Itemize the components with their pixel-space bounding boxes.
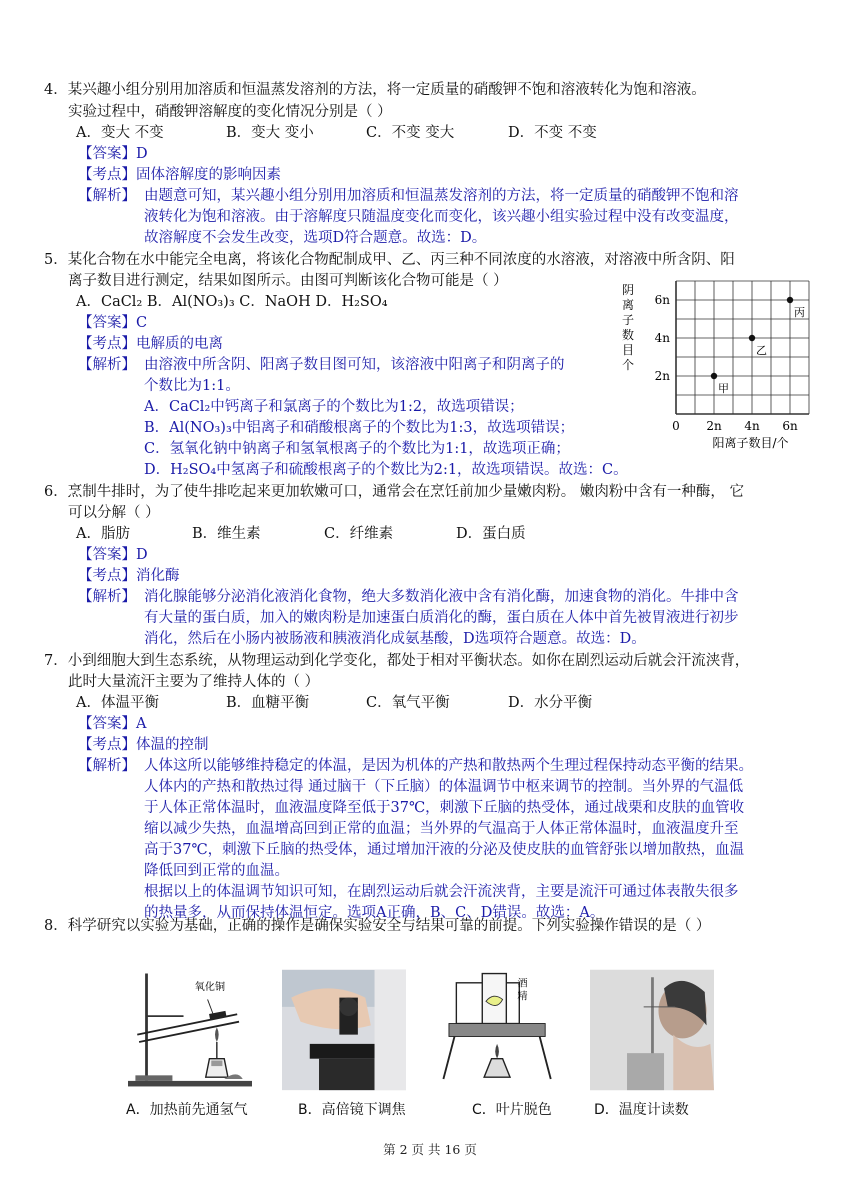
q4-answer	[78, 144, 148, 164]
y-axis-label-char: 目	[621, 343, 635, 357]
caption-c: C．叶片脱色	[472, 1102, 552, 1118]
q7-answer	[78, 714, 146, 734]
q6-stem-line2: 可以分解（ ）	[68, 505, 160, 521]
q4-option-a: A．变大 不变	[76, 125, 164, 141]
q5-analysis-line5: C．氢氧化钠中钠离子和氢氧根离子的个数比为1:1，故选项正确；	[144, 441, 570, 457]
q7-point-value: 体温的控制	[136, 737, 209, 753]
x-tick-label: 6n	[782, 419, 798, 433]
q5-answer-value: C	[136, 315, 148, 331]
q6-point-value: 消化酶	[136, 568, 180, 584]
q7-option-a: A．体温平衡	[76, 695, 159, 711]
q5-answer-tag: 【答案】	[78, 315, 136, 331]
q4-option-b: B．变大 变小	[226, 125, 314, 141]
label-alcohol-2: 精	[517, 991, 528, 1003]
q4-point-tag: 【考点】	[78, 167, 136, 183]
q7-analysis-line4: 缩以减少失热，血温增高回到正常的血温；当外界的气温高于人体正常体温时，血液温度升至	[144, 821, 739, 837]
q5-analysis-line6: D．H₂SO₄中氢离子和硫酸根离子的个数比为2:1，故选项错误。故选：C。	[144, 462, 628, 478]
x-tick-label: 2n	[706, 419, 722, 433]
q6-answer-tag: 【答案】	[78, 547, 136, 563]
q5-stem-line1: 5．某化合物在水中能完全电离，将该化合物配制成甲、乙、丙三种不同浓度的水溶液，对溶液中所含阴、阳	[44, 252, 735, 268]
figure-d-thermometer-photo	[590, 965, 714, 1095]
q4-stem-line1: 4．某兴趣小组分别用加溶质和恒温蒸发溶剂的方法，将一定质量的硝酸钾不饱和溶液转化为饱和溶液。	[44, 82, 706, 98]
q7-analysis-tag: 【解析】	[78, 758, 136, 774]
data-point-label: 乙	[756, 344, 767, 357]
q7-analysis-line8: 的热量多，从而保持体温恒定。选项A正确，B、C、D错误。故选：A。	[144, 905, 605, 921]
y-axis-label-char: 子	[621, 313, 635, 327]
q7-stem-line1: 7．小到细胞大到生态系统，从物理运动到化学变化，都处于相对平衡状态。如你在剧烈运动后就会汗流浃背，	[44, 653, 750, 669]
data-point-乙	[749, 335, 755, 341]
q6-option-a: A．脂肪	[76, 526, 130, 542]
y-tick-label: 4n	[654, 331, 670, 345]
q7-point	[78, 735, 209, 755]
x-tick-label: 0	[672, 419, 680, 433]
figure-a-apparatus	[128, 965, 252, 1095]
page-footer: 第 2 页 共 16 页	[383, 1142, 477, 1157]
y-axis-label-char: 阴	[621, 283, 635, 297]
q5-answer	[78, 313, 147, 333]
y-axis-label-char: 离	[621, 298, 635, 312]
q4-analysis-line2: 液转化为饱和溶液。由于溶解度只随温度变化而变化，该兴趣小组实验过程中没有改变温度，	[144, 209, 739, 225]
q7-analysis-line6: 降低回到正常的血温。	[144, 863, 289, 879]
q4-option-d: D．不变 不变	[508, 125, 597, 141]
q7-analysis-line2: 人体内的产热和散热过得 通过脑干（下丘脑）的体温调节中枢来调节的控制。当外界的气温低	[144, 779, 744, 795]
q6-point	[78, 566, 180, 586]
data-point-甲	[711, 373, 717, 379]
x-tick-label: 4n	[744, 419, 760, 433]
y-axis-label-char: 个	[621, 358, 635, 372]
caption-d: D．温度计读数	[594, 1102, 689, 1118]
q6-answer-value: D	[136, 547, 148, 563]
q6-option-b: B．维生素	[192, 526, 261, 542]
caption-b: B．高倍镜下调焦	[298, 1102, 406, 1118]
q4-analysis-line1: 由题意可知，某兴趣小组分别用加溶质和恒温蒸发溶剂的方法，将一定质量的硝酸钾不饱和溶	[144, 188, 739, 204]
q6-point-tag: 【考点】	[78, 568, 136, 584]
data-point-label: 甲	[718, 382, 729, 395]
y-tick-label: 2n	[654, 369, 670, 383]
q7-analysis-line3: 于人体正常体温时，血液温度降至低于37℃，刺激下丘脑的热受体，通过战栗和皮肤的血管收	[144, 800, 745, 816]
q5-analysis-line1: 由溶液中所含阴、阳离子数目图可知，该溶液中阳离子和阴离子的	[144, 357, 565, 373]
q8-figures	[128, 965, 728, 1125]
q5-analysis-line3: A．CaCl₂中钙离子和氯离子的个数比为1:2，故选项错误；	[144, 399, 524, 415]
q6-stem-line1: 6．烹制牛排时，为了使牛排吃起来更加软嫩可口，通常会在烹饪前加少量嫩肉粉。 嫩肉粉中含有一种酶， 它	[44, 484, 744, 500]
q7-point-tag: 【考点】	[78, 737, 136, 753]
q4-answer-value: D	[136, 146, 148, 162]
q6-option-d: D．蛋白质	[456, 526, 526, 542]
figure-c-leaf-apparatus	[436, 965, 560, 1095]
q5-stem-line2: 离子数目进行测定，结果如图所示。由图可判断该化合物可能是（ ）	[68, 273, 508, 289]
q7-option-b: B．血糖平衡	[226, 695, 310, 711]
q4-answer-tag: 【答案】	[78, 146, 136, 162]
q5-point-tag: 【考点】	[78, 336, 136, 352]
q7-analysis-line7: 根据以上的体温调节知识可知，在剧烈运动后就会汗流浃背，主要是流汗可通过体表散失很多	[144, 884, 739, 900]
caption-a: A．加热前先通氢气	[126, 1102, 248, 1118]
label-copper-oxide: 氧化铜	[194, 982, 226, 994]
x-axis-label: 阳离子数目/个	[712, 436, 789, 450]
q5-analysis-tag: 【解析】	[78, 357, 136, 373]
q4-analysis-line3: 故溶解度不会发生改变，选项D符合题意。故选：D。	[144, 230, 487, 246]
q5-options: A．CaCl₂ B．Al(NO₃)₃ C．NaOH D．H₂SO₄	[76, 294, 388, 310]
q7-analysis-line5: 高于37℃，刺激下丘脑的热受体，通过增加汗液的分泌及使皮肤的血管舒张以增加散热，血温	[144, 842, 745, 858]
q5-point	[78, 334, 223, 354]
q7-option-d: D．水分平衡	[508, 695, 593, 711]
q4-option-c: C．不变 变大	[366, 125, 455, 141]
q5-point-value: 电解质的电离	[136, 336, 223, 352]
y-tick-label: 6n	[654, 293, 670, 307]
y-axis-label-char: 数	[621, 328, 635, 342]
q6-analysis-line2: 有大量的蛋白质，加入的嫩肉粉是加速蛋白质消化的酶，蛋白质在人体中首先被胃液进行初步	[144, 610, 739, 626]
q6-analysis-tag: 【解析】	[78, 589, 136, 605]
q8-stem: 8．科学研究以实验为基础，正确的操作是确保实验安全与结果可靠的前提。下列实验操作错误的是（ ）	[44, 918, 711, 934]
q6-option-c: C．纤维素	[324, 526, 394, 542]
q7-option-c: C．氧气平衡	[366, 695, 450, 711]
label-alcohol: 酒	[517, 978, 528, 990]
data-point-丙	[787, 297, 793, 303]
ion-count-chart	[618, 280, 818, 450]
q6-analysis-line3: 消化，然后在小肠内被肠液和胰液消化成氨基酸，D选项符合题意。故选：D。	[144, 631, 646, 647]
q7-answer-value: A	[136, 716, 147, 732]
q4-stem-line2: 实验过程中，硝酸钾溶解度的变化情况分别是（ ）	[68, 104, 392, 120]
q5-analysis-line2: 个数比为1:1。	[144, 378, 240, 394]
q5-analysis-line4: B．Al(NO₃)₃中铝离子和硝酸根离子的个数比为1:3，故选项错误；	[144, 420, 575, 436]
data-point-label: 丙	[794, 306, 805, 319]
q7-answer-tag: 【答案】	[78, 716, 136, 732]
q7-stem-line2: 此时大量流汗主要为了维持人体的（ ）	[68, 674, 320, 690]
q7-analysis-line1: 人体这所以能够维持稳定的体温，是因为机体的产热和散热两个生理过程保持动态平衡的结果。	[144, 758, 753, 774]
q4-point	[78, 165, 281, 185]
q6-analysis-line1: 消化腺能够分泌消化液消化食物，绝大多数消化液中含有消化酶，加速食物的消化。牛排中含	[144, 589, 739, 605]
q4-point-value: 固体溶解度的影响因素	[136, 167, 281, 183]
q6-answer	[78, 545, 148, 565]
figure-b-microscope-photo	[282, 965, 406, 1095]
q4-analysis-tag: 【解析】	[78, 188, 136, 204]
